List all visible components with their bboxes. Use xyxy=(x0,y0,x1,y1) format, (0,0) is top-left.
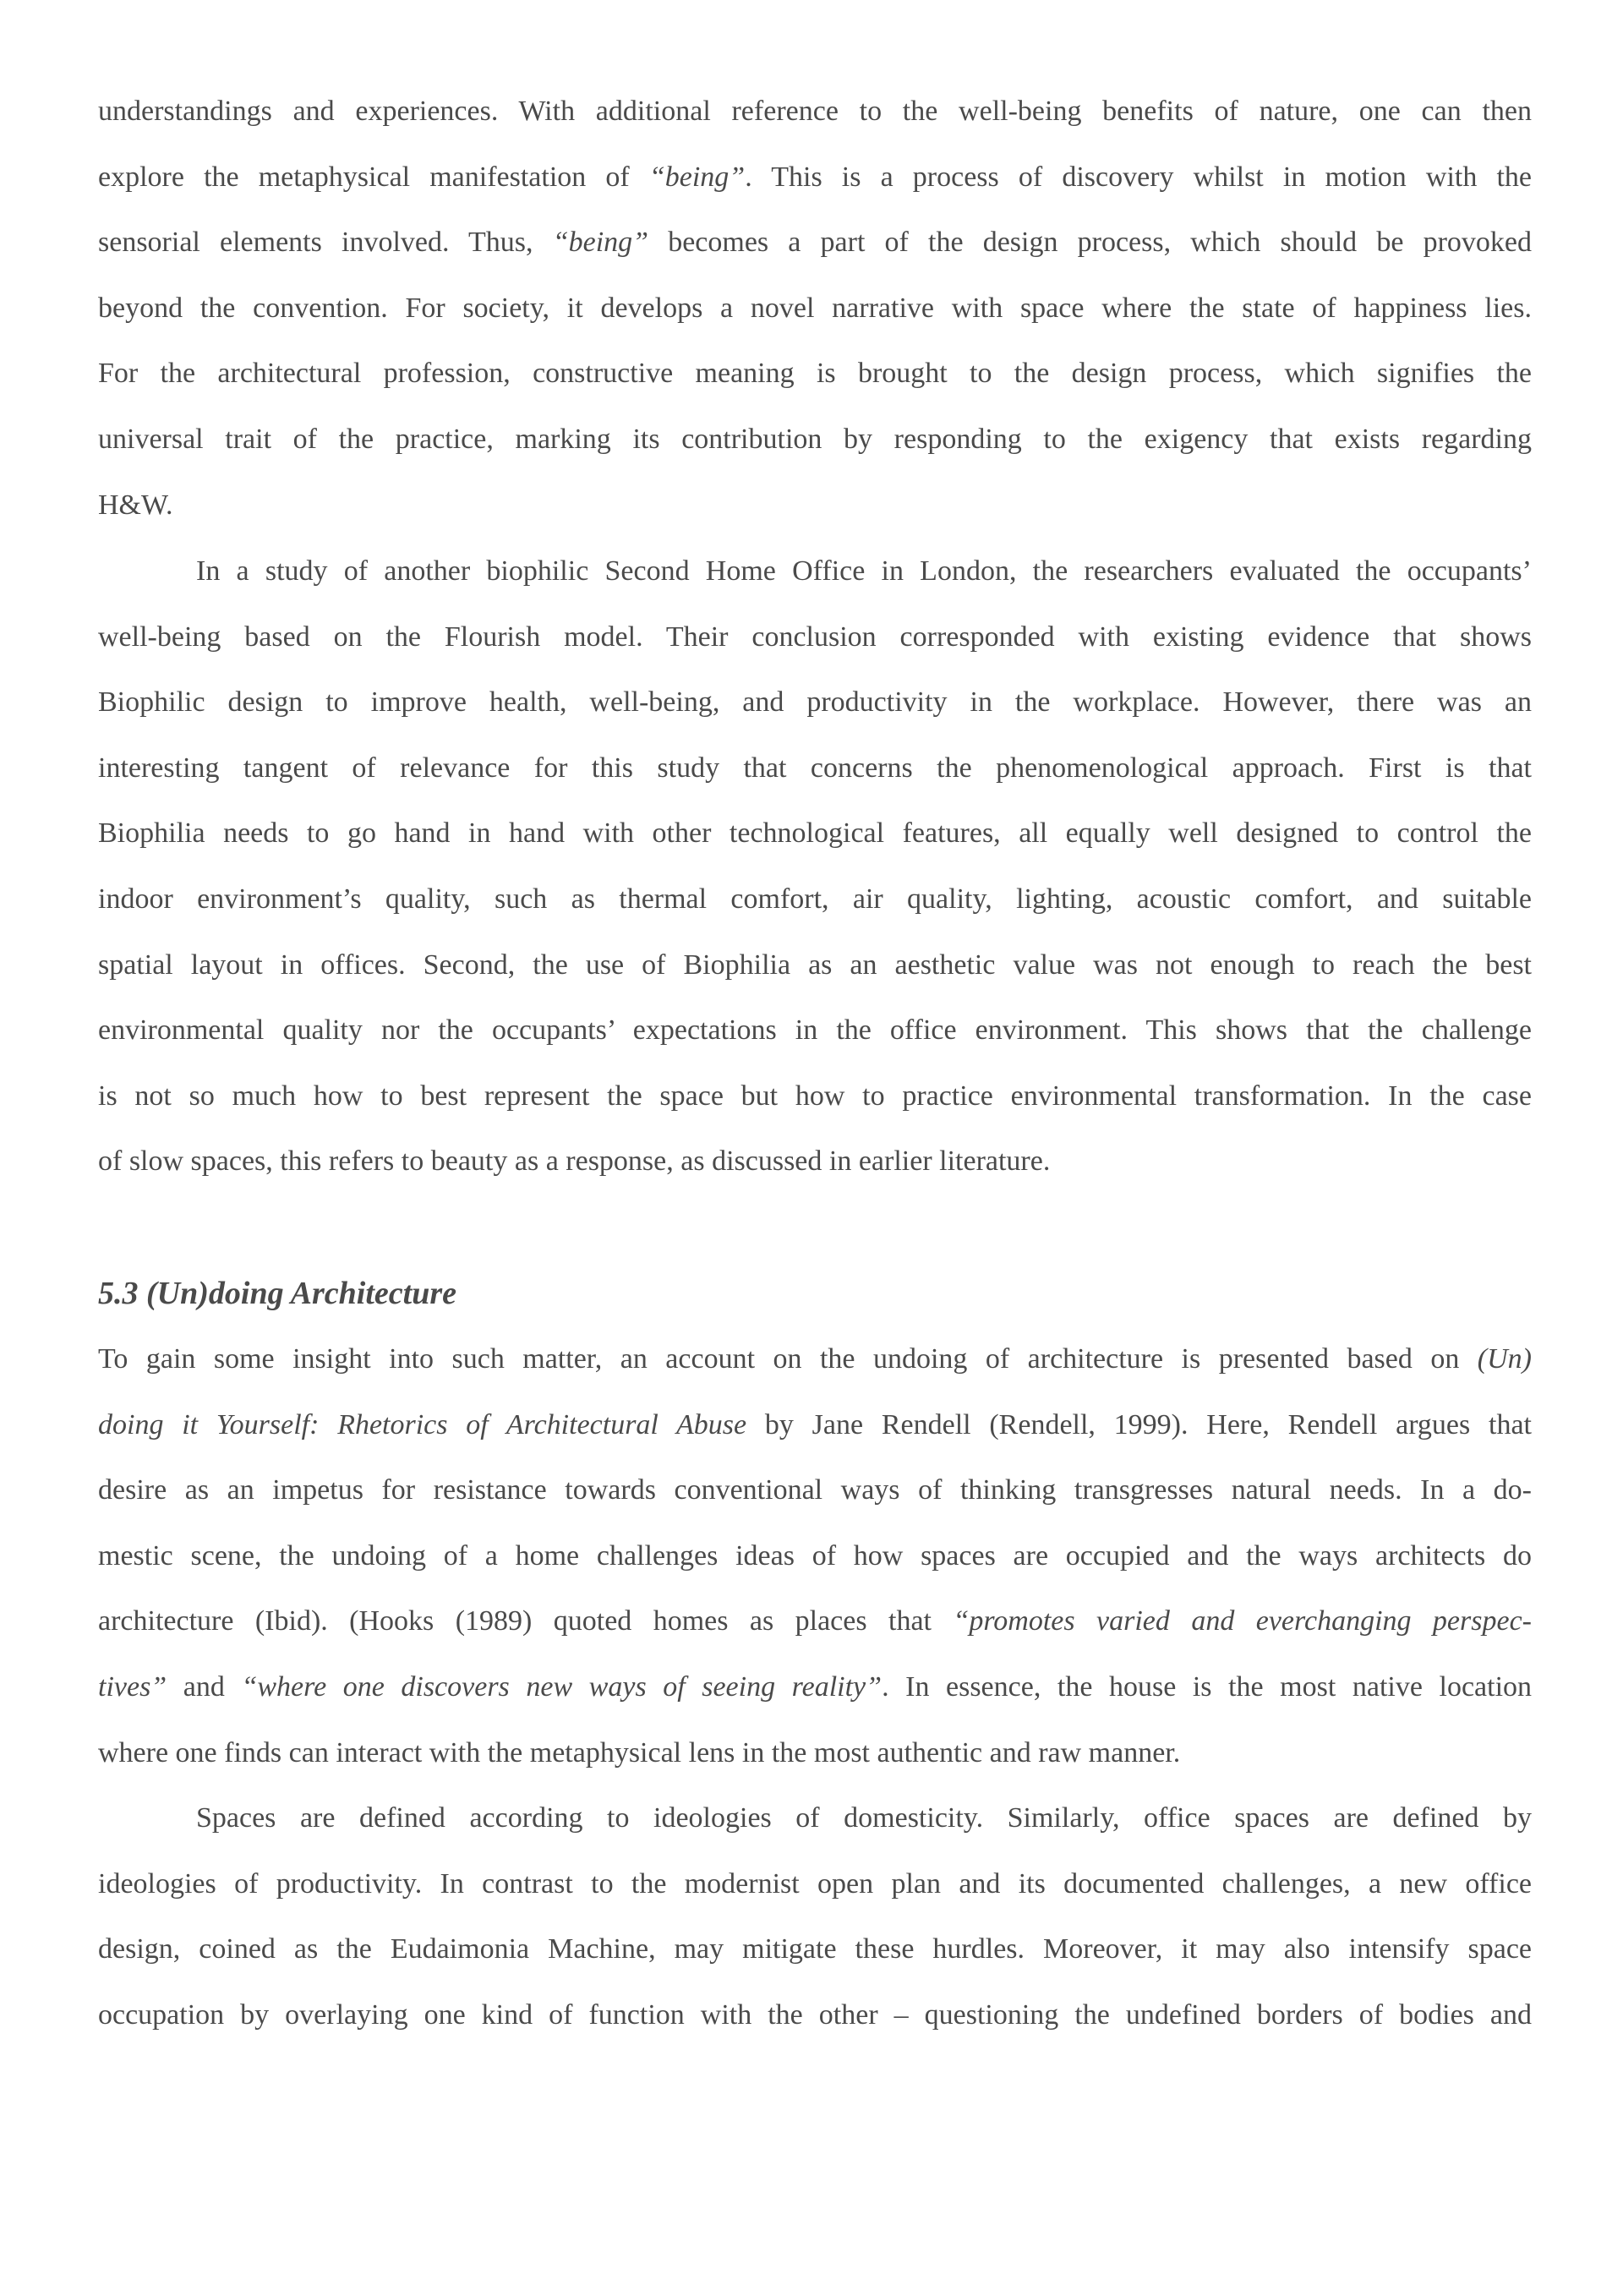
text-line xyxy=(98,948,1532,982)
text-line xyxy=(98,1604,1532,1638)
text-line xyxy=(98,1998,1532,2032)
text-line xyxy=(98,620,1532,654)
text-line xyxy=(98,1473,1532,1507)
text-run: design, coined as the Eudaimonia Machine, may mitigate these hurdles. Moreover, it may also intensify space xyxy=(98,1933,1532,1965)
text-run: indoor environment’s quality, such as thermal comfort, air quality, lighting, acoustic comfort, and suitable xyxy=(98,883,1532,915)
text-line xyxy=(98,1145,1050,1178)
text-line xyxy=(98,489,172,522)
italic-text: “promotes varied and everchanging perspec- xyxy=(953,1605,1532,1637)
text-line xyxy=(196,1801,1532,1835)
text-line xyxy=(98,161,1532,194)
text-line xyxy=(98,1080,1532,1113)
text-run: and xyxy=(167,1671,242,1703)
text-run: ideologies of productivity. In contrast to the modernist open plan and its documented challenges, a new office xyxy=(98,1868,1532,1900)
text-run: interesting tangent of relevance for this study that concerns the phenomenological approach. First is that xyxy=(98,752,1532,784)
text-line xyxy=(98,357,1532,391)
text-run: Biophilic design to improve health, well-being, and productivity in the workplace. However, there was an xyxy=(98,686,1532,718)
text-run: environmental quality nor the occupants’ expectations in the office environment. This shows that the challenge xyxy=(98,1014,1532,1046)
text-run: sensorial elements involved. Thus, xyxy=(98,227,553,258)
text-run: Spaces are defined according to ideologies of domesticity. Similarly, office spaces are defined by xyxy=(196,1802,1532,1834)
text-line xyxy=(98,1342,1532,1376)
italic-text: doing it Yourself: Rhetorics of Architectural Abuse xyxy=(98,1409,747,1440)
text-run: understandings and experiences. With additional reference to the well-being benefits of nature, one can then xyxy=(98,96,1532,127)
text-run: well-being based on the Flourish model. Their conclusion corresponded with existing evidence that shows xyxy=(98,621,1532,653)
text-line xyxy=(98,1408,1532,1442)
italic-text: “being” xyxy=(552,227,649,258)
text-line xyxy=(98,1736,1180,1770)
text-line xyxy=(98,1539,1532,1573)
text-line xyxy=(98,686,1532,719)
text-run: . This is a process of discovery whilst in motion with the xyxy=(745,161,1533,193)
text-line xyxy=(98,423,1532,456)
text-run: beyond the convention. For society, it develops a novel narrative with space where the state of happiness lies. xyxy=(98,292,1532,324)
text-run: of slow spaces, this refers to beauty as a response, as discussed in earlier literature. xyxy=(98,1145,1051,1177)
text-run: spatial layout in offices. Second, the use of Biophilia as an aesthetic value was not enough to reach the best xyxy=(98,949,1532,981)
text-line xyxy=(98,1867,1532,1901)
text-run: To gain some insight into such matter, an account on the undoing of architecture is presented based on xyxy=(98,1343,1478,1375)
italic-text: tives” xyxy=(98,1671,167,1703)
italic-text: “being” xyxy=(648,161,746,193)
text-run: desire as an impetus for resistance towards conventional ways of thinking transgresses natural needs. In a do- xyxy=(98,1474,1532,1506)
text-run: becomes a part of the design process, which should be provoked xyxy=(648,227,1532,258)
text-line xyxy=(98,1932,1532,1966)
text-run: explore the metaphysical manifestation of xyxy=(98,161,649,193)
text-run: where one finds can interact with the metaphysical lens in the most authentic and raw manner. xyxy=(98,1737,1181,1768)
section-heading: 5.3 (Un)doing Architecture xyxy=(98,1276,456,1311)
text-run: universal trait of the practice, marking its contribution by responding to the exigency that exists regarding xyxy=(98,424,1532,455)
text-run: occupation by overlaying one kind of function with the other – questioning the undefined borders of bodies and xyxy=(98,1999,1532,2031)
text-line xyxy=(196,555,1532,588)
text-line xyxy=(98,883,1532,916)
italic-text: “where one discovers new ways of seeing reality” xyxy=(241,1671,883,1703)
text-line xyxy=(98,752,1532,785)
text-run: mestic scene, the undoing of a home challenges ideas of how spaces are occupied and the ways architects do xyxy=(98,1540,1532,1572)
text-line xyxy=(98,226,1532,260)
text-run: For the architectural profession, constructive meaning is brought to the design process, which signifies the xyxy=(98,358,1532,389)
text-run: In a study of another biophilic Second Home Office in London, the researchers evaluated the occupants’ xyxy=(196,555,1532,587)
text-run: is not so much how to best represent the space but how to practice environmental transformation. In the case xyxy=(98,1080,1532,1112)
text-line xyxy=(98,1014,1532,1047)
text-run: Biophilia needs to go hand in hand with other technological features, all equally well designed to control the xyxy=(98,817,1532,849)
text-line xyxy=(98,817,1532,850)
italic-text: (Un) xyxy=(1477,1343,1532,1375)
text-run: . In essence, the house is the most native location xyxy=(882,1671,1533,1703)
text-line xyxy=(98,95,1532,128)
text-line xyxy=(98,292,1532,325)
text-run: by Jane Rendell (Rendell, 1999). Here, Rendell argues that xyxy=(746,1409,1532,1440)
text-line xyxy=(98,1670,1532,1704)
text-run: H&W. xyxy=(98,489,173,521)
text-run: architecture (Ibid). (Hooks (1989) quoted homes as places that xyxy=(98,1605,954,1637)
